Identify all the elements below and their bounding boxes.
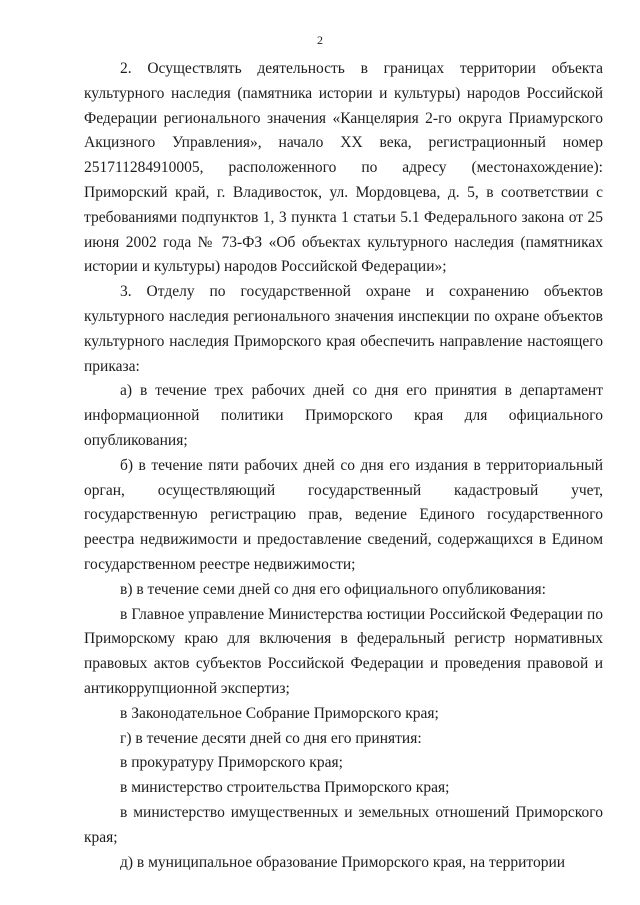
paragraph-construction-ministry: в министерство строительства Приморского края; bbox=[120, 779, 450, 797]
paragraph-justice-ministry: в Главное управление Министерства юстиции Российской Федерации по Приморскому краю для включения в федеральный регистр нормативных правовых актов субъектов Российской Федерации и проведения правовой и антикоррупционной экспертиз; bbox=[84, 605, 603, 697]
paragraph-subitem-a: а) в течение трех рабочих дней со дня его принятия в департамент информационной политики Приморского края для официального опубликования; bbox=[84, 382, 603, 449]
paragraph-subitem-g: г) в течение десяти дней со дня его принятия: bbox=[120, 729, 422, 747]
document-body bbox=[84, 57, 603, 875]
paragraph-legislative-assembly: в Законодательное Собрание Приморского края; bbox=[120, 704, 439, 722]
paragraph-prosecutor: в прокуратуру Приморского края; bbox=[120, 754, 343, 772]
paragraph-item-3: 3. Отделу по государственной охране и сохранению объектов культурного наследия регионального значения инспекции по охране объектов культурного наследия Приморского края обеспечить направление настоящего приказа: bbox=[84, 283, 603, 375]
page-number: 2 bbox=[317, 33, 323, 47]
paragraph-item-2: 2. Осуществлять деятельность в границах территории объекта культурного наследия (памятника истории и культуры) народов Российской Федерации регионального значения «Канцелярия 2-го округа Приамурского Акцизного Управления», начало XX века, регистрационный номер 251711284910005, расположенного по адресу (местонахождение): Приморский край, г. Владивосток, ул. Мордовцева, д. 5, в соответствии с требованиями подпунктов 1, 3 пункта 1 статьи 5.1 Федерального закона от 25 июня 2002 года № 73-ФЗ «Об объектах культурного наследия (памятниках истории и культуры) народов Российской Федерации»; bbox=[84, 60, 603, 276]
paragraph-subitem-v: в) в течение семи дней со дня его официального опубликования: bbox=[120, 580, 546, 598]
paragraph-property-ministry: в министерство имущественных и земельных отношений Приморского края; bbox=[84, 803, 603, 846]
paragraph-subitem-b: б) в течение пяти рабочих дней со дня его издания в территориальный орган, осуществляющий государственный кадастровый учет, государственную регистрацию прав, ведение Единого государственного реестра недвижимости и предоставление сведений, содержащихся в Едином государственном реестре недвижимости; bbox=[84, 456, 603, 573]
paragraph-subitem-d: д) в муниципальное образование Приморского края, на территории bbox=[120, 853, 566, 871]
